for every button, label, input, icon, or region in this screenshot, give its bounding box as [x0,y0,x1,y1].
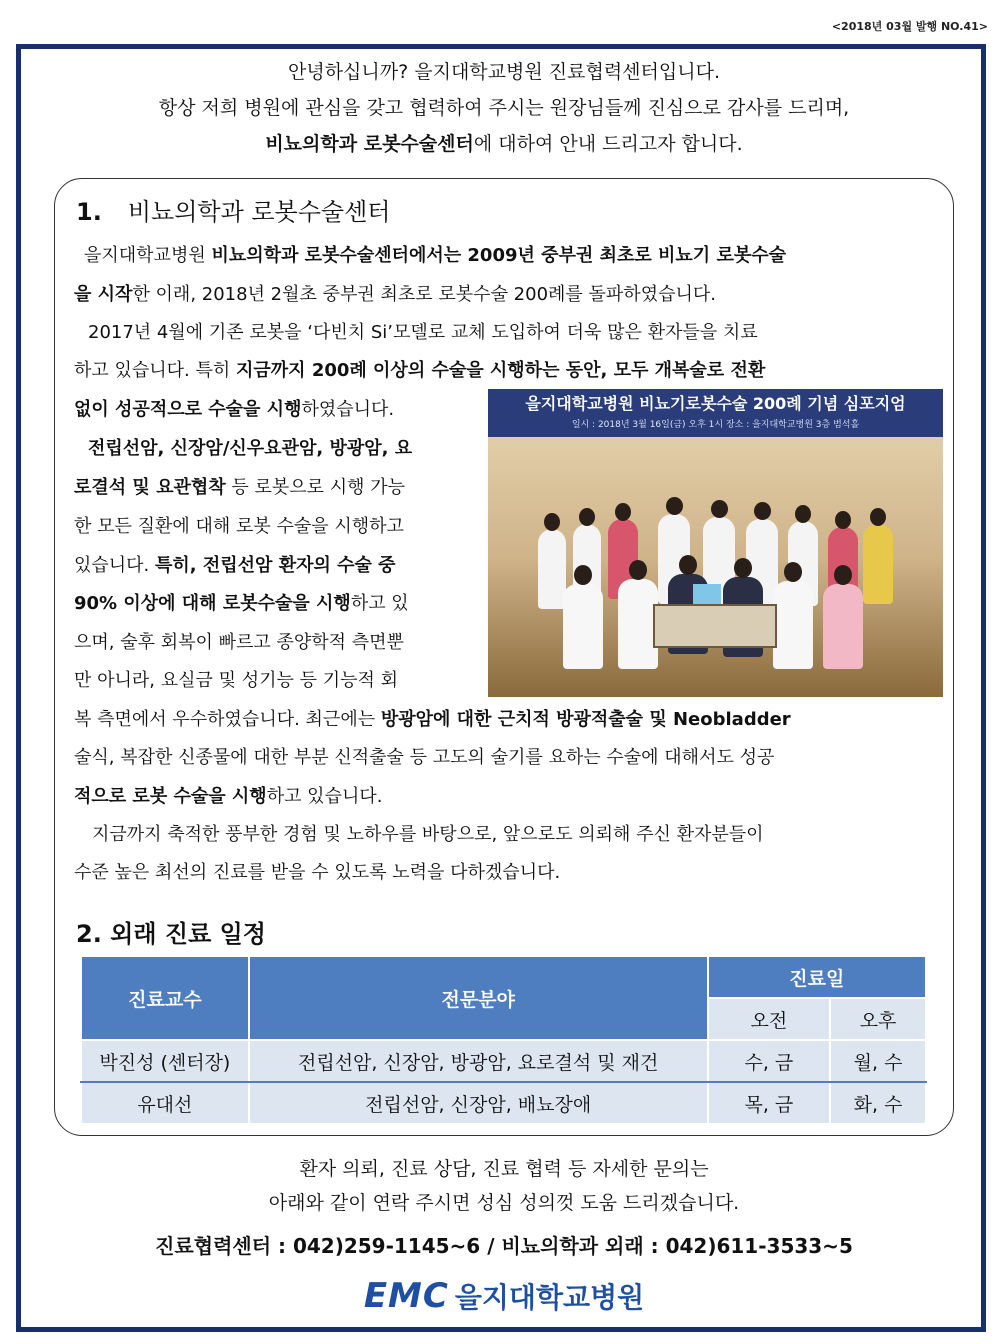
footer-line-2: 아래와 같이 연락 주시면 성심 성의껏 도움 드리겠습니다. [268,1192,740,1214]
body-line: 으며, 술후 회복이 빠르고 종양학적 측면뿐 [74,632,404,653]
body-line: 전립선암, 신장암/신우요관암, 방광암, 요 [88,438,413,459]
header-pm: 오후 [830,998,926,1040]
body-line: 술식, 복잡한 신종물에 대한 부분 신적출술 등 고도의 술기를 요하는 수술에 대해서도 성공 [74,747,775,768]
person [618,579,658,669]
greeting-line-3 [0,126,1008,162]
header-field: 전문분야 [249,956,708,1040]
header-days: 진료일 [708,956,926,998]
section-2-title: 2. 외래 진료 일정 [76,920,266,948]
person-head [870,508,886,526]
body-line: 수준 높은 최선의 진료를 받을 수 있도록 노력을 다하겠습니다. [74,862,561,883]
body-line: 있습니다. 특히, 전립선암 환자의 수술 중 [74,555,396,576]
person-head [734,558,752,578]
person-head [834,565,852,585]
body-line: 복 측면에서 우수하였습니다. 최근에는 방광암에 대한 근치적 방광적출술 및 Neobladder [74,709,791,730]
contact-info: 진료협력센터 : 042)259-1145~6 / 비뇨의학과 외래 : 042)611-3533~5 [155,1234,853,1258]
footer-line-1: 환자 의뢰, 진료 상담, 진료 협력 등 자세한 문의는 [299,1158,709,1180]
person-head [711,500,728,518]
table-row [81,1082,926,1124]
section-1-number: 1. [76,198,102,226]
person-head [795,505,811,523]
person-head [666,497,683,515]
logo-mark: EMC [363,1276,449,1316]
body-line: 90% 이상에 대해 로봇수술을 시행하고 있 [74,593,409,614]
field-cell: 전립선암, 신장암, 방광암, 요로결석 및 재건 [249,1040,708,1082]
am-cell: 목, 금 [708,1082,830,1124]
table-row [81,1040,926,1082]
photo-banner [488,389,943,437]
body-line: 을 시작한 이래, 2018년 2월초 중부권 최초로 로봇수술 200례를 돌파하였습니다. [74,284,716,305]
body-line: 만 아니라, 요실금 및 성기능 등 기능적 회 [74,670,398,691]
body-line: 하고 있습니다. 특히 지금까지 200례 이상의 수술을 시행하는 동안, 모두 개복술로 전환 [74,360,766,381]
body-line: 2017년 4월에 기존 로봇을 ‘다빈치 Si’모델로 교체 도입하여 더욱 많은 환자들을 치료 [88,322,758,343]
photo-banner-title: 을지대학교병원 비뇨기로봇수술 200례 기념 심포지엄 [525,394,906,413]
greeting-line-1: 안녕하십니까? 을지대학교병원 진료협력센터입니다. [288,61,720,83]
logo-name: 을지대학교병원 [454,1281,645,1314]
person-head [835,511,851,529]
greeting-highlight: 비뇨의학과 로봇수술센터 [265,133,474,155]
pm-cell: 월, 수 [830,1040,926,1082]
symposium-photo [488,389,943,697]
field-cell: 전립선암, 신장암, 배뇨장애 [249,1082,708,1124]
person [823,584,863,669]
person-head [629,560,647,580]
person-head [579,508,595,526]
header-doctor: 진료교수 [81,956,249,1040]
issue-number: <2018년 03월 발행 NO.41> [831,20,988,33]
person-head [615,503,631,521]
body-line: 지금까지 축적한 풍부한 경험 및 노하우를 바탕으로, 앞으로도 의뢰해 주신 환자분들이 [92,824,764,845]
hospital-logo [0,1276,1008,1316]
body-line: 로결석 및 요관협착 등 로봇으로 시행 가능 [74,477,406,498]
person-head [679,555,697,575]
schedule-table [80,955,927,1125]
greeting-line-2: 항상 저희 병원에 관심을 갖고 협력하여 주시는 원장님들께 진심으로 감사를 드리며, [158,97,850,119]
doctor-cell: 유대선 [81,1082,249,1124]
body-line: 적으로 로봇 수술을 시행하고 있습니다. [74,786,383,807]
person-head [784,562,802,582]
person [563,584,603,669]
body-line: 을지대학교병원 비뇨의학과 로봇수술센터에서는 2009년 중부권 최초로 비뇨기 로봇수술 [84,245,786,266]
photo-banner-subtitle: 일시 : 2018년 3월 16일(금) 오후 1시 장소 : 을지대학교병원 3층 범석홀 [571,420,860,430]
person-head [574,565,592,585]
body-line: 한 모든 질환에 대해 로봇 수술을 시행하고 [74,516,404,537]
table-prop [653,604,777,648]
greeting-line-3-rest: 에 대하여 안내 드리고자 합니다. [473,133,743,155]
person [538,529,566,609]
person [773,581,813,669]
person [863,524,893,604]
section-1-title: 비뇨의학과 로봇수술센터 [127,198,391,226]
cake-prop [693,584,721,604]
pm-cell: 화, 수 [830,1082,926,1124]
am-cell: 수, 금 [708,1040,830,1082]
person-head [544,513,560,531]
person-head [754,502,771,520]
body-line: 없이 성공적으로 수술을 시행하였습니다. [74,399,395,420]
header-am: 오전 [708,998,830,1040]
section-1-heading [76,192,390,227]
doctor-cell: 박진성 (센터장) [81,1040,249,1082]
